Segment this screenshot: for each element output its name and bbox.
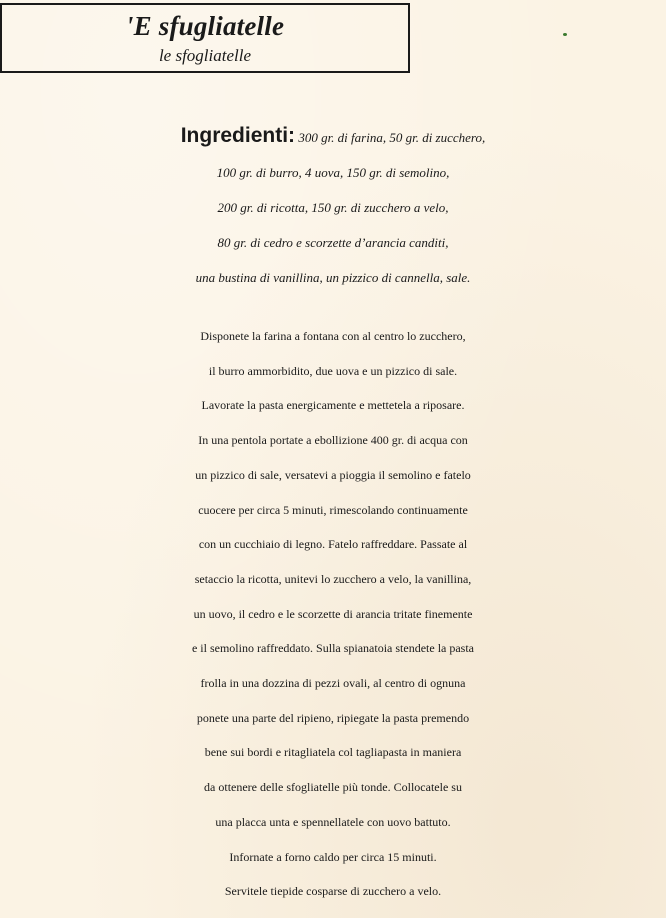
title-box bbox=[0, 3, 410, 73]
method-line: da ottenere delle sfogliatelle più tonde. Collocatele su bbox=[204, 780, 462, 795]
method-line: Lavorate la pasta energicamente e mettetela a riposare. bbox=[201, 398, 465, 413]
method-line: il burro ammorbidito, due uova e un pizzico di sale. bbox=[208, 363, 458, 378]
recipe-subtitle: le sfogliatelle bbox=[158, 46, 252, 65]
method-line: Infornate a forno caldo per circa 15 minuti. bbox=[229, 849, 437, 864]
paper-speck bbox=[563, 33, 567, 36]
method-line: una placca unta e spennellatele con uovo battuto. bbox=[215, 814, 451, 829]
method-line: e il semolino raffreddato. Sulla spianatoia stendete la pasta bbox=[191, 641, 475, 656]
method-line: un pizzico di sale, versatevi a pioggia il semolino e fatelo bbox=[195, 467, 471, 482]
method-line: Disponete la farina a fontana con al centro lo zucchero, bbox=[200, 329, 466, 343]
method-line: cuocere per circa 5 minuti, rimescolando continuamente bbox=[198, 502, 468, 517]
ingredients-line: 100 gr. di burro, 4 uova, 150 gr. di semolino, bbox=[216, 165, 450, 180]
method-line: ponete una parte del ripieno, ripiegate la pasta premendo bbox=[196, 710, 470, 725]
method-block bbox=[0, 319, 666, 909]
ingredients-line: 200 gr. di ricotta, 150 gr. di zucchero a velo, bbox=[217, 200, 449, 215]
ingredients-block bbox=[0, 118, 666, 295]
ingredients-line bbox=[0, 118, 666, 155]
method-line: Servitele tiepide cosparse di zucchero a velo. bbox=[224, 884, 442, 899]
method-line: con un cucchiaio di legno. Fatelo raffreddare. Passate al bbox=[198, 537, 468, 552]
ingredients-line: una bustina di vanillina, un pizzico di cannella, sale. bbox=[195, 270, 471, 285]
ingredients-line: 80 gr. di cedro e scorzette d’arancia canditi, bbox=[217, 235, 449, 250]
method-line: setaccio la ricotta, unitevi lo zucchero a velo, la vanillina, bbox=[194, 571, 472, 586]
recipe-title: 'E sfugliatelle bbox=[125, 11, 285, 41]
ingredients-text: 300 gr. di farina, 50 gr. di zucchero, bbox=[298, 130, 486, 145]
method-line: In una pentola portate a ebollizione 400 gr. di acqua con bbox=[198, 433, 468, 448]
method-line: bene sui bordi e ritagliatela col tagliapasta in maniera bbox=[204, 745, 462, 760]
ingredients-label: Ingredienti: bbox=[180, 124, 296, 147]
method-line: un uovo, il cedro e le scorzette di arancia tritate finemente bbox=[193, 606, 473, 621]
method-line: frolla in una dozzina di pezzi ovali, al centro di ognuna bbox=[200, 676, 466, 691]
